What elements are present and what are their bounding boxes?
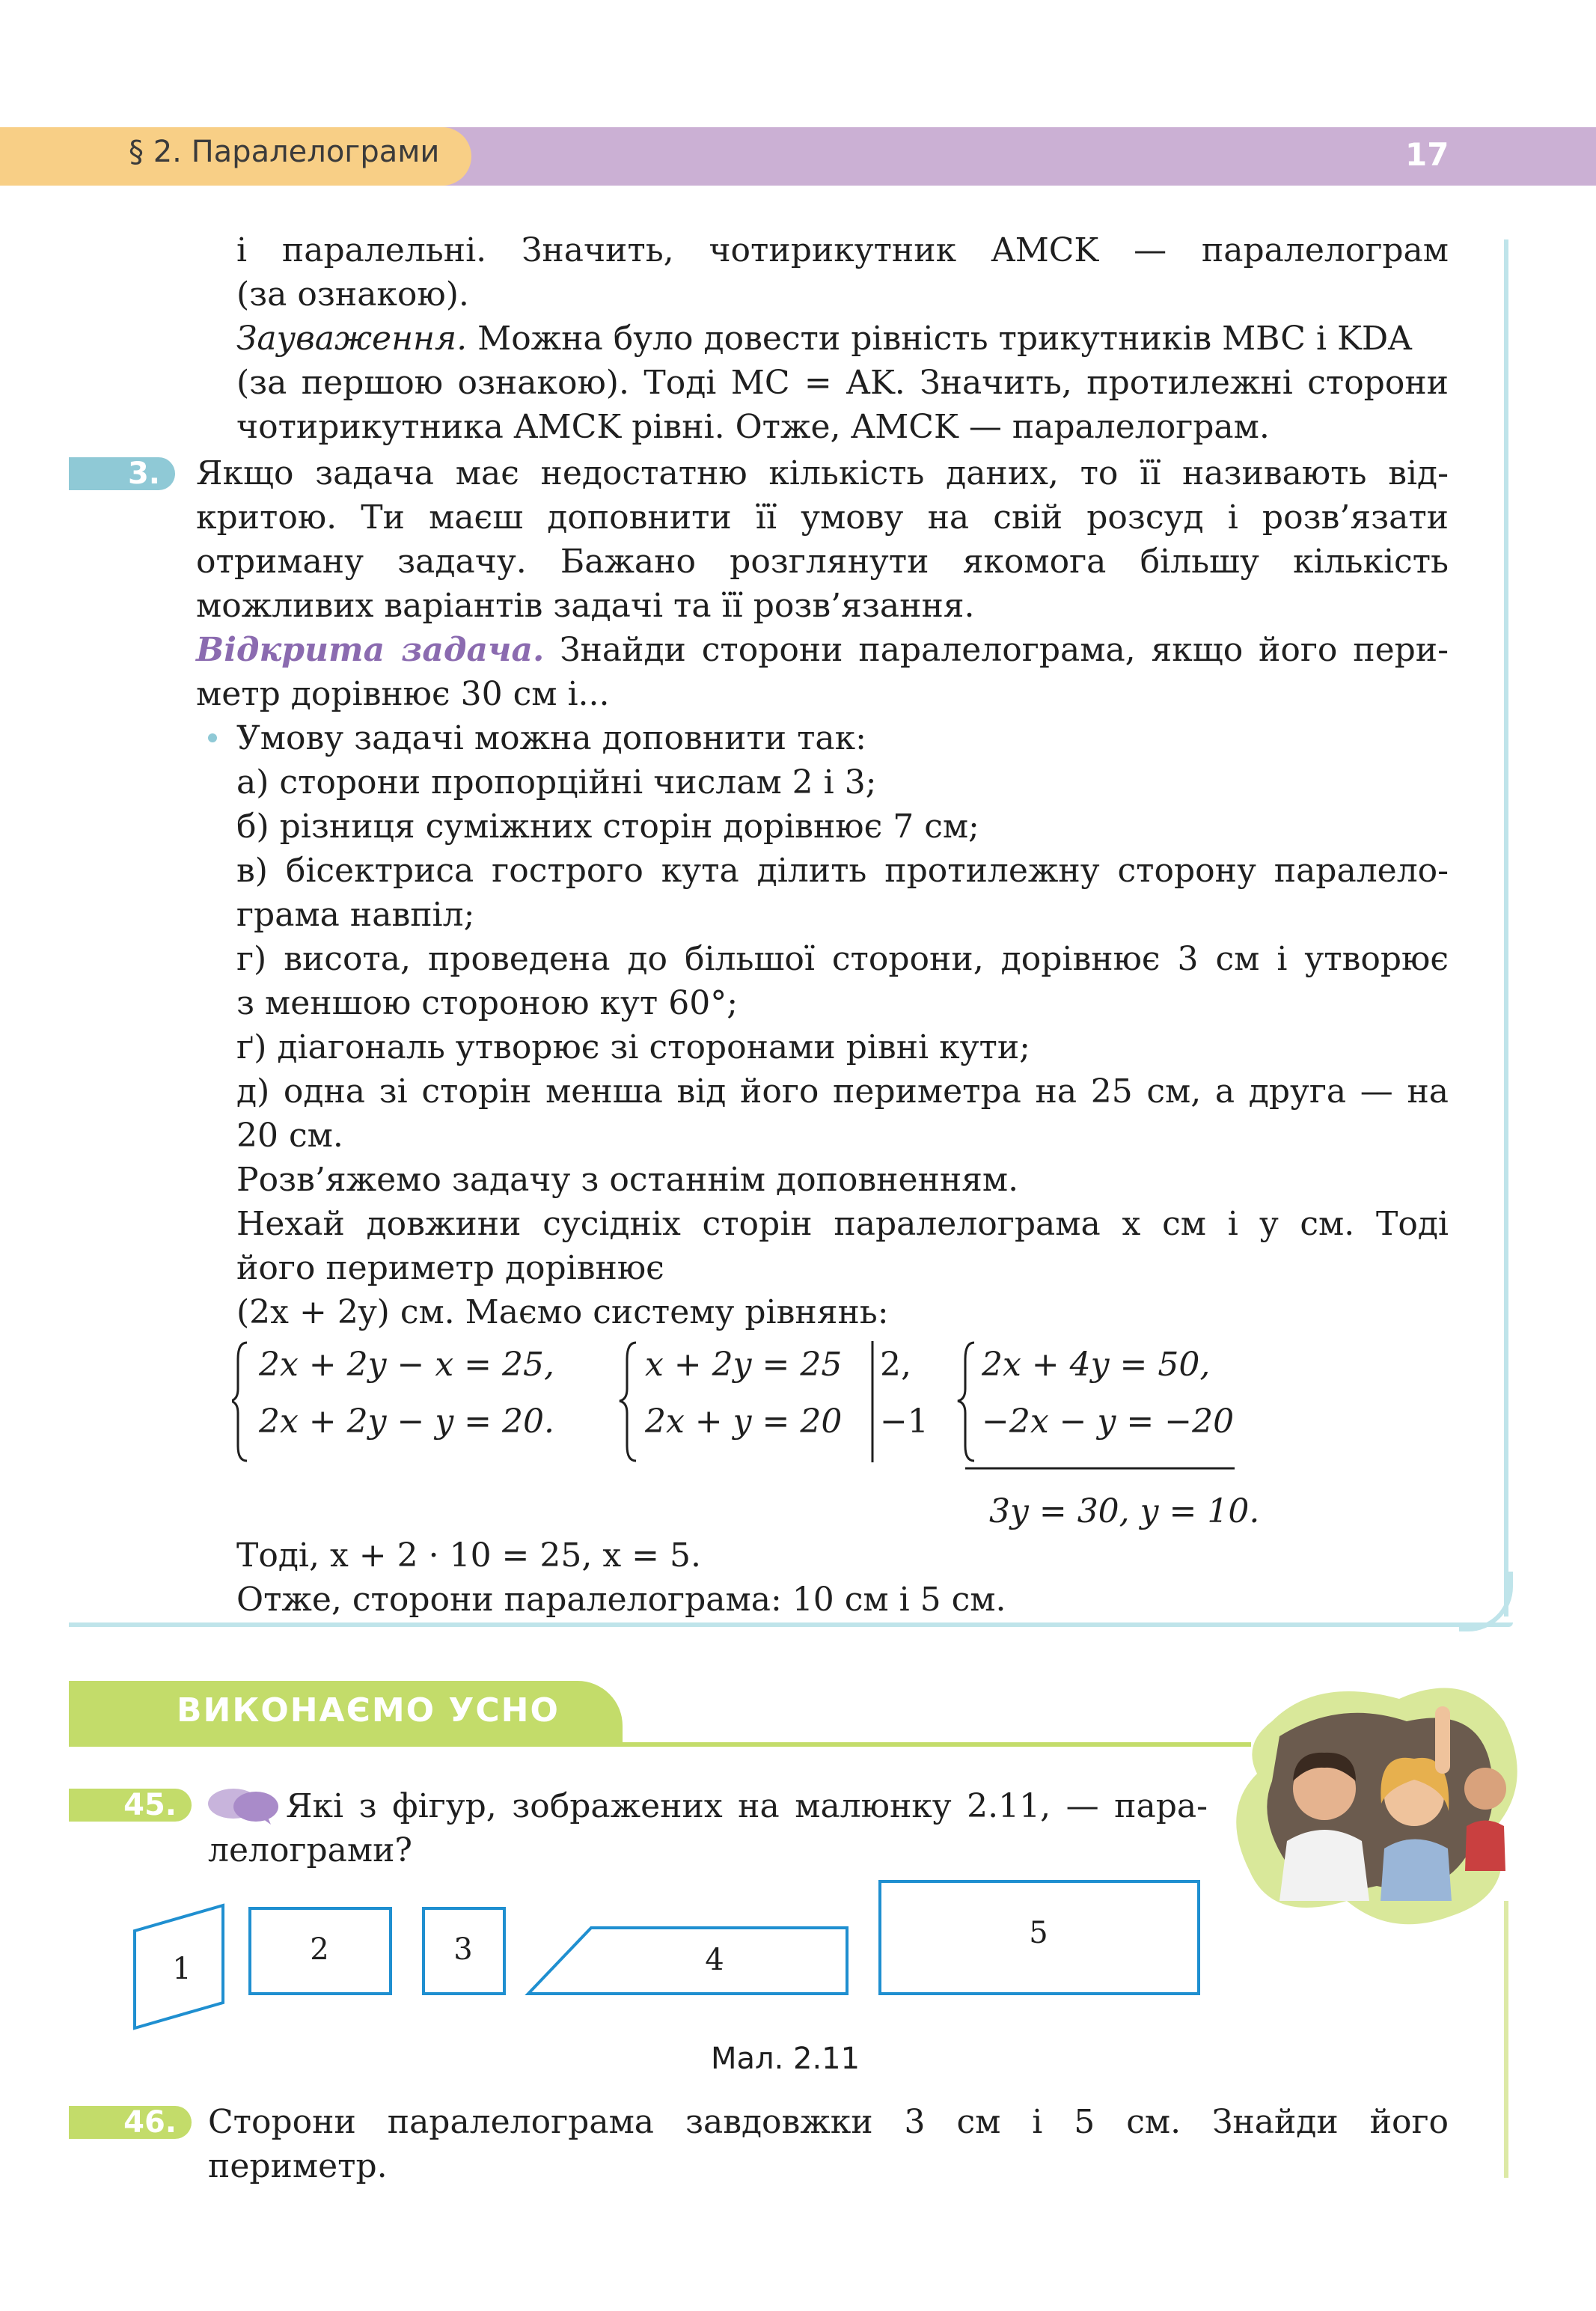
option-line: ґ) діагональ утворює зі сторонами рівні кути; — [236, 1028, 1030, 1066]
equation: 2x + 4y = 50, — [982, 1346, 1211, 1384]
figure-2-11 — [112, 1871, 1220, 2036]
option-line: б) різниця суміжних сторін дорівнює 7 см; — [236, 808, 979, 846]
remark-label: Зауваження. — [236, 320, 468, 358]
frame-border-right — [1504, 239, 1508, 1617]
exercise-text: Які з фігур, зображених на малюнку 2.11, — пара- — [286, 1787, 1208, 1825]
option-line: 20 см. — [236, 1117, 343, 1155]
sum-result: 3y = 30, y = 10. — [989, 1492, 1260, 1530]
speech-bubbles-icon — [207, 1787, 281, 1826]
paragraph-line: і паралельні. Значить, чотирикутник AMCK — паралелограм — [236, 231, 1449, 269]
figure-shape-4 — [528, 1928, 847, 1994]
exercise-text: периметр. — [208, 2147, 388, 2185]
frame-border-right-green — [1504, 1901, 1508, 2178]
exercise-number-badge: 46. — [69, 2106, 192, 2139]
open-problem-text: Знайди сторони паралелограма, якщо його пери- — [544, 631, 1449, 669]
option-line: д) одна зі сторін менша від його периметра на 25 см, а друга — на — [236, 1072, 1449, 1111]
bullet-text: Умову задачі можна доповнити так: — [236, 719, 866, 757]
paragraph-line: отриману задачу. Бажано розглянути якомога більшу кількість — [196, 543, 1449, 581]
paragraph-line: можливих варіантів задачі та її розв’язання. — [196, 587, 975, 625]
equation: x + 2y = 25 — [645, 1346, 843, 1384]
equation: 2x + 2y − y = 20. — [259, 1402, 555, 1441]
paragraph-line: Нехай довжини сусідніх сторін паралелограма x см і y см. Тоді — [236, 1205, 1449, 1243]
paragraph-line: метр дорівнює 30 см і... — [196, 675, 610, 713]
brace-left-3 — [958, 1343, 974, 1461]
figure-label-5: 5 — [1029, 1916, 1048, 1950]
page-number: 17 — [1405, 136, 1449, 173]
exercise-text: Сторони паралелограма завдовжки 3 см і 5 см. Знайди його — [208, 2103, 1449, 2141]
exercise-number-badge: 45. — [69, 1789, 192, 1822]
equation: −2x − y = −20 — [982, 1402, 1235, 1441]
equation: 2x + y = 20 — [645, 1402, 843, 1441]
remark-line — [236, 317, 1412, 361]
option-line: з меншою стороною кут 60°; — [236, 984, 739, 1022]
paragraph-line: (за першою ознакою). Тоді MC = AK. Значить, протилежні сторони — [236, 364, 1449, 402]
paragraph-line: Розв’яжемо задачу з останнім доповненням. — [236, 1161, 1019, 1199]
option-line: в) бісектриса гострого кута ділить протилежну сторону паралело- — [236, 852, 1449, 890]
option-line: грама навпіл; — [236, 896, 475, 934]
option-line: а) сторони пропорційні числам 2 і 3; — [236, 763, 877, 802]
bullet-dot — [208, 733, 217, 742]
section-title: § 2. Паралелограми — [129, 135, 440, 169]
paragraph-line: чотирикутника AMCK рівні. Отже, AMCK — паралелограм. — [236, 408, 1270, 446]
multiplier: 2, — [880, 1346, 911, 1384]
paragraph-line: критою. Ти маєш доповнити її умову на свій розсуд і розв’язати — [196, 498, 1449, 537]
paragraph-line: (2x + 2y) см. Маємо систему рівнянь: — [236, 1293, 889, 1331]
section-band-title: ВИКОНАЄМО УСНО — [177, 1691, 560, 1730]
multiplier: −1 — [880, 1402, 929, 1441]
option-line: г) висота, проведена до більшої сторони, дорівнює 3 см і утворює — [236, 940, 1449, 978]
open-problem-line — [196, 628, 1449, 672]
paragraph-line: Якщо задача має недостатню кількість даних, то її називають від- — [196, 454, 1449, 492]
frame-border-bottom — [69, 1622, 1513, 1627]
paragraph-line: (за ознакою). — [236, 275, 469, 314]
answer-line: Отже, сторони паралелограма: 10 см і 5 см. — [236, 1581, 1006, 1619]
section-band-underline — [69, 1742, 1251, 1747]
brace-left-1 — [232, 1343, 247, 1461]
figure-caption: Мал. 2.11 — [711, 2042, 860, 2076]
figure-label-3: 3 — [453, 1932, 473, 1967]
remark-text: Можна було довести рівність трикутників MBC і KDA — [467, 320, 1412, 358]
students-photo — [1227, 1676, 1526, 1931]
equation: 2x + 2y − x = 25, — [259, 1346, 554, 1384]
brace-left-2 — [620, 1343, 636, 1461]
open-problem-label: Відкрита задача. — [196, 631, 545, 669]
figure-label-4: 4 — [705, 1943, 724, 1977]
paragraph-line: Тоді, x + 2 · 10 = 25, x = 5. — [236, 1536, 702, 1575]
paragraph-line: його периметр дорівнює — [236, 1249, 664, 1287]
item-number-badge: 3. — [69, 457, 175, 490]
figure-label-1: 1 — [172, 1952, 192, 1986]
figure-label-2: 2 — [310, 1932, 329, 1967]
exercise-text: лелограми? — [208, 1831, 413, 1869]
